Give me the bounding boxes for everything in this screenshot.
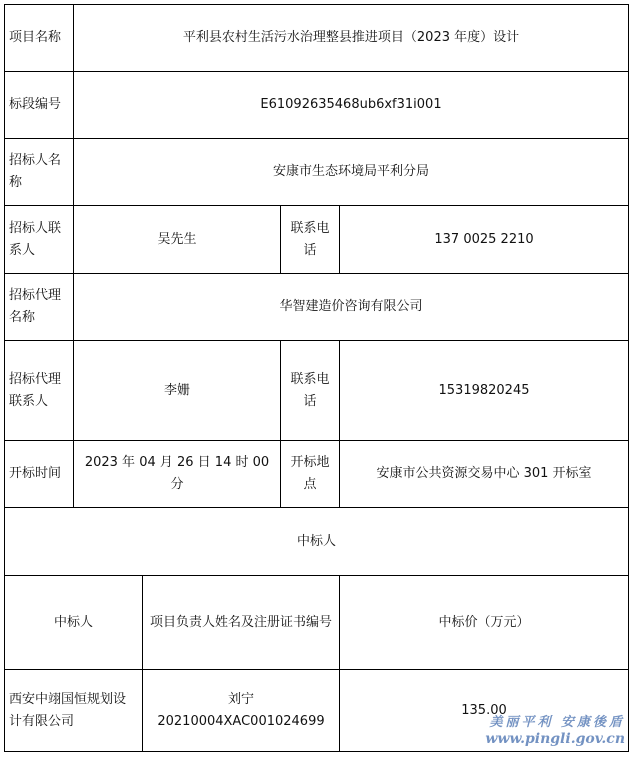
opening-time-value: 2023 年 04 月 26 日 14 时 00 分 — [74, 441, 281, 508]
winner-company: 西安中翊国恒规划设计有限公司 — [5, 670, 143, 752]
opening-place-value: 安康市公共资源交易中心 301 开标室 — [340, 441, 629, 508]
opening-place-label: 开标地点 — [281, 441, 340, 508]
winner-section-title: 中标人 — [5, 508, 629, 576]
site-watermark — [485, 715, 625, 747]
agent-phone-label: 联系电话 — [281, 341, 340, 441]
row-winner-title — [5, 508, 629, 576]
bid-result-table — [4, 4, 629, 752]
section-no-label: 标段编号 — [5, 72, 74, 139]
agent-phone-value: 15319820245 — [340, 341, 629, 441]
agent-value: 华智建造价咨询有限公司 — [74, 274, 629, 341]
row-tenderer-contact — [5, 206, 629, 274]
manager-cell — [143, 670, 340, 752]
winning-price: 135.00 — [340, 670, 629, 752]
manager-cert-no: 20210004XAC001024699 — [157, 713, 325, 729]
row-section-no — [5, 72, 629, 139]
tenderer-value: 安康市生态环境局平利分局 — [74, 139, 629, 206]
opening-time-label: 开标时间 — [5, 441, 74, 508]
tenderer-contact-label: 招标人联系人 — [5, 206, 74, 274]
row-agent — [5, 274, 629, 341]
winner-header: 中标人 — [5, 576, 143, 670]
tenderer-label: 招标人名称 — [5, 139, 74, 206]
row-tenderer — [5, 139, 629, 206]
row-agent-contact — [5, 341, 629, 441]
row-opening — [5, 441, 629, 508]
manager-header: 项目负责人姓名及注册证书编号 — [143, 576, 340, 670]
price-header: 中标价（万元） — [340, 576, 629, 670]
agent-contact-name: 李姗 — [74, 341, 281, 441]
manager-name: 刘宁 — [227, 691, 254, 707]
row-project-name — [5, 5, 629, 72]
watermark-slogan: 美丽平利 安康後盾 — [489, 715, 625, 730]
agent-label: 招标代理名称 — [5, 274, 74, 341]
project-name-label: 项目名称 — [5, 5, 74, 72]
project-name-value: 平利县农村生活污水治理整县推进项目（2023 年度）设计 — [74, 5, 629, 72]
tenderer-phone-value: 137 0025 2210 — [340, 206, 629, 274]
row-winner-headers — [5, 576, 629, 670]
tenderer-phone-label: 联系电话 — [281, 206, 340, 274]
tenderer-contact-name: 吴先生 — [74, 206, 281, 274]
watermark-url: www.pingli.gov.cn — [485, 731, 625, 747]
agent-contact-label: 招标代理联系人 — [5, 341, 74, 441]
section-no-value: E61092635468ub6xf31i001 — [74, 72, 629, 139]
